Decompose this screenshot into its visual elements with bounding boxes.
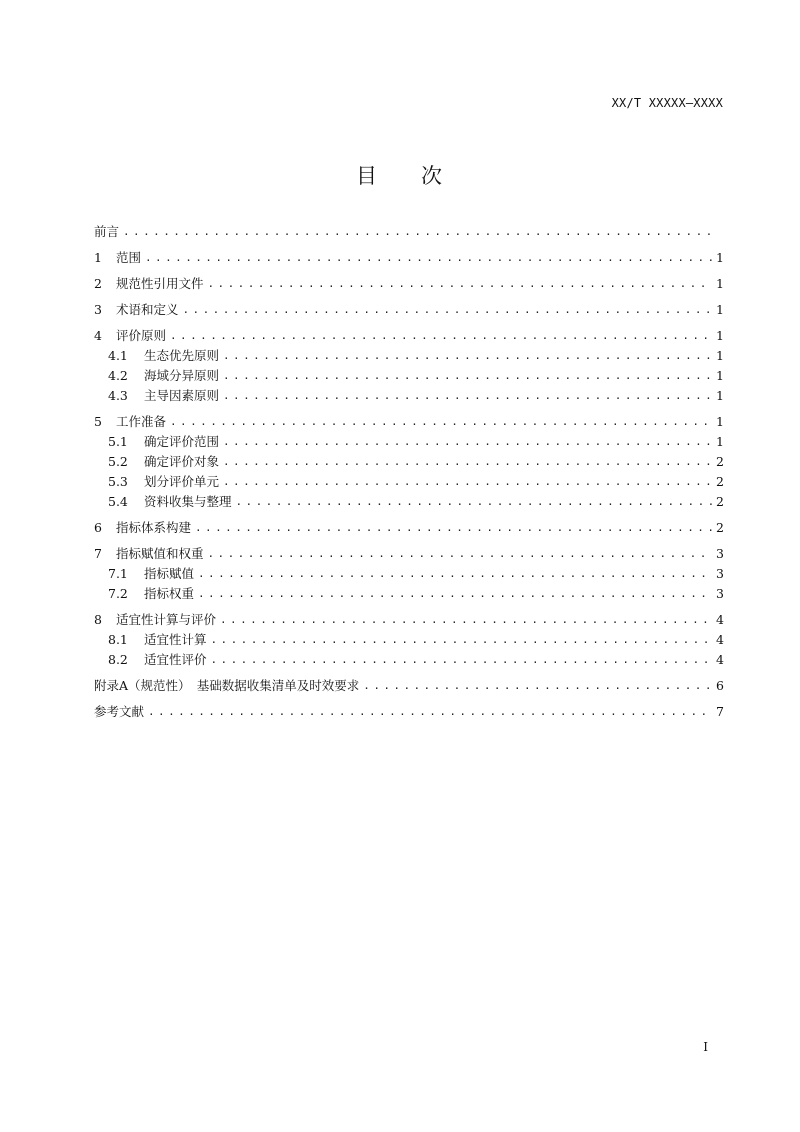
toc-entry[interactable] bbox=[94, 432, 724, 452]
toc-entry-page: 1 bbox=[716, 434, 724, 449]
toc-entry-text: 规范性引用文件 bbox=[116, 276, 204, 291]
toc-entry-label bbox=[108, 584, 194, 604]
toc-entry-number: 1 bbox=[94, 250, 102, 265]
toc-entry-page: 3 bbox=[716, 546, 724, 561]
toc-entry[interactable] bbox=[94, 386, 724, 406]
toc-entry[interactable] bbox=[94, 584, 724, 604]
toc-entry[interactable] bbox=[94, 222, 724, 242]
toc-entry-number: 5 bbox=[94, 414, 102, 429]
toc-entry-label bbox=[108, 366, 219, 386]
toc-entry-label bbox=[94, 544, 204, 564]
page-number: I bbox=[703, 1040, 708, 1054]
toc-entry-text: 指标赋值和权重 bbox=[116, 546, 204, 561]
toc-entry-number: 5.4 bbox=[108, 494, 128, 509]
toc-entry-label bbox=[108, 346, 219, 366]
toc-entry[interactable] bbox=[94, 412, 724, 432]
toc-entry-page: 1 bbox=[716, 250, 724, 265]
toc-entry-label bbox=[94, 300, 179, 320]
toc-entry-page: 1 bbox=[716, 368, 724, 383]
dot-leader bbox=[198, 584, 712, 604]
toc-entry-text: 评价原则 bbox=[116, 328, 167, 343]
toc-entry-text: 附录A（规范性） 基础数据收集清单及时效要求 bbox=[94, 678, 360, 693]
dot-leader bbox=[123, 222, 712, 242]
dot-leader bbox=[223, 432, 712, 452]
toc-entry-text: 确定评价范围 bbox=[144, 434, 220, 449]
dot-leader bbox=[223, 386, 712, 406]
dot-leader bbox=[223, 472, 712, 492]
toc-entry-page: 1 bbox=[716, 302, 724, 317]
toc-entry-number: 4.3 bbox=[108, 388, 128, 403]
dot-leader bbox=[223, 366, 712, 386]
toc-entry-page: 6 bbox=[716, 678, 724, 693]
toc-entry[interactable] bbox=[94, 650, 724, 670]
toc-entry-page: 2 bbox=[716, 520, 724, 535]
toc-entry-number: 2 bbox=[94, 276, 102, 291]
toc-entry-text: 适宜性评价 bbox=[144, 652, 207, 667]
dot-leader bbox=[223, 346, 712, 366]
toc-entry-page: 4 bbox=[716, 612, 724, 627]
toc-entry-label bbox=[108, 650, 207, 670]
dot-leader bbox=[220, 610, 712, 630]
toc-entry[interactable] bbox=[94, 326, 724, 346]
toc-entry-number: 3 bbox=[94, 302, 102, 317]
dot-leader bbox=[363, 676, 712, 696]
dot-leader bbox=[195, 518, 712, 538]
dot-leader bbox=[223, 452, 712, 472]
toc-entry-page: 1 bbox=[716, 388, 724, 403]
toc-entry-text: 指标权重 bbox=[144, 586, 195, 601]
toc-entry-text: 术语和定义 bbox=[116, 302, 179, 317]
title-char-2: 次 bbox=[421, 164, 444, 188]
toc-entry[interactable] bbox=[94, 248, 724, 268]
dot-leader bbox=[236, 492, 712, 512]
toc-entry-page: 3 bbox=[716, 566, 724, 581]
toc-entry-number: 7.2 bbox=[108, 586, 128, 601]
toc-entry-text: 指标体系构建 bbox=[116, 520, 192, 535]
toc-entry-label bbox=[108, 492, 232, 512]
toc-entry[interactable] bbox=[94, 346, 724, 366]
toc-entry-page: 2 bbox=[716, 454, 724, 469]
toc-entry-text: 主导因素原则 bbox=[144, 388, 220, 403]
dot-leader bbox=[208, 274, 712, 294]
toc-entry-label bbox=[94, 702, 144, 722]
toc-entry-number: 4.2 bbox=[108, 368, 128, 383]
toc-entry[interactable] bbox=[94, 366, 724, 386]
toc-entry-number: 7 bbox=[94, 546, 102, 561]
toc-entry[interactable] bbox=[94, 564, 724, 584]
toc-entry[interactable] bbox=[94, 300, 724, 320]
toc-entry-label bbox=[94, 412, 166, 432]
toc-entry[interactable] bbox=[94, 544, 724, 564]
toc-entry-label bbox=[108, 452, 219, 472]
toc-entry-page: 1 bbox=[716, 276, 724, 291]
toc-entry-text: 生态优先原则 bbox=[144, 348, 220, 363]
toc-entry-text: 适宜性计算 bbox=[144, 632, 207, 647]
toc-entry[interactable] bbox=[94, 452, 724, 472]
toc-entry-text: 划分评价单元 bbox=[144, 474, 220, 489]
toc-entry-page: 7 bbox=[716, 704, 724, 719]
toc-entry-number: 5.1 bbox=[108, 434, 128, 449]
toc-entry-number: 5.2 bbox=[108, 454, 128, 469]
toc-entry-number: 4.1 bbox=[108, 348, 128, 363]
toc-entry-number: 8.2 bbox=[108, 652, 128, 667]
toc-entry[interactable] bbox=[94, 472, 724, 492]
dot-leader bbox=[198, 564, 712, 584]
toc-entry-page: 3 bbox=[716, 586, 724, 601]
toc-entry-label bbox=[108, 630, 207, 650]
toc-entry-page: 1 bbox=[716, 328, 724, 343]
toc-entry[interactable] bbox=[94, 676, 724, 696]
toc-entry-number: 8 bbox=[94, 612, 102, 627]
toc-entry-text: 资料收集与整理 bbox=[144, 494, 232, 509]
toc-entry-number: 8.1 bbox=[108, 632, 128, 647]
toc-entry-page: 4 bbox=[716, 632, 724, 647]
toc-entry-number: 7.1 bbox=[108, 566, 128, 581]
document-code: XX/T XXXXX—XXXX bbox=[611, 96, 723, 110]
toc-entry-label bbox=[108, 564, 194, 584]
toc-entry-label bbox=[94, 610, 216, 630]
dot-leader bbox=[145, 248, 712, 268]
toc-entry-page: 4 bbox=[716, 652, 724, 667]
toc-entry-text: 范围 bbox=[116, 250, 142, 265]
toc-entry[interactable] bbox=[94, 492, 724, 512]
toc-entry-label bbox=[108, 472, 219, 492]
toc-entry-label bbox=[108, 432, 219, 452]
toc-entry-text: 工作准备 bbox=[116, 414, 167, 429]
toc-entry-page: 1 bbox=[716, 348, 724, 363]
toc-entry-label bbox=[94, 518, 191, 538]
dot-leader bbox=[211, 650, 712, 670]
toc-entry[interactable] bbox=[94, 702, 724, 722]
toc-entry-label bbox=[94, 274, 204, 294]
toc-entry-number: 4 bbox=[94, 328, 102, 343]
toc-entry[interactable] bbox=[94, 630, 724, 650]
toc-entry-text: 确定评价对象 bbox=[144, 454, 220, 469]
title-char-1: 目 bbox=[356, 164, 379, 188]
toc-entry-number: 5.3 bbox=[108, 474, 128, 489]
dot-leader bbox=[148, 702, 712, 722]
toc-entry-text: 指标赋值 bbox=[144, 566, 195, 581]
toc-entry-text: 参考文献 bbox=[94, 704, 145, 719]
toc-entry-label bbox=[94, 326, 166, 346]
toc-entry-text: 前言 bbox=[94, 224, 120, 239]
toc-entry-label bbox=[94, 222, 119, 242]
toc-entry-page: 2 bbox=[716, 474, 724, 489]
table-of-contents bbox=[94, 222, 724, 722]
dot-leader bbox=[170, 412, 712, 432]
toc-entry-text: 海域分异原则 bbox=[144, 368, 220, 383]
toc-entry-page: 2 bbox=[716, 494, 724, 509]
toc-entry[interactable] bbox=[94, 610, 724, 630]
toc-entry-label bbox=[108, 386, 219, 406]
dot-leader bbox=[211, 630, 712, 650]
dot-leader bbox=[183, 300, 712, 320]
toc-entry-text: 适宜性计算与评价 bbox=[116, 612, 217, 627]
toc-entry[interactable] bbox=[94, 518, 724, 538]
toc-entry[interactable] bbox=[94, 274, 724, 294]
toc-entry-number: 6 bbox=[94, 520, 102, 535]
toc-entry-page: 1 bbox=[716, 414, 724, 429]
dot-leader bbox=[170, 326, 712, 346]
toc-entry-label bbox=[94, 676, 359, 696]
toc-entry-label bbox=[94, 248, 141, 268]
page-title bbox=[0, 160, 800, 190]
dot-leader bbox=[208, 544, 712, 564]
